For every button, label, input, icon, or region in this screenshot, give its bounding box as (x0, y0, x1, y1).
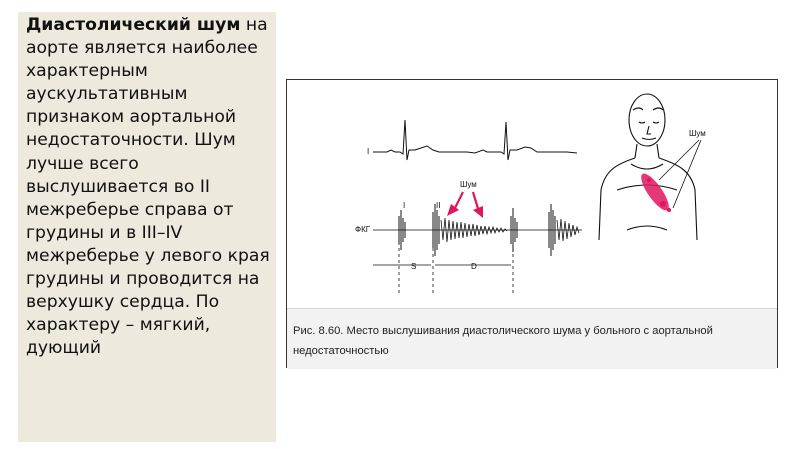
slide-body-text (26, 14, 276, 360)
diastole-label: D (471, 262, 477, 271)
patient-drawing (599, 94, 697, 240)
tone-1-label: I (403, 201, 406, 210)
figure-panel (286, 79, 778, 368)
bold-term: Диастолический шум (26, 15, 241, 35)
murmur-arrows (447, 192, 483, 218)
figure-caption: Рис. 8.60. Место выслушивания диастолического шума у больного с аортальной недостаточностью (293, 325, 713, 357)
body-murmur-label: Шум (689, 129, 706, 138)
figure-caption-box (287, 308, 777, 369)
murmur-label: Шум (460, 180, 477, 189)
body-text-rest: на аорте является наиболее характерным аускультативным признаком аортальной недостаточности. Шум лучше всего выслушивается во II межреберье справа от грудины и в III–IV межреберье у левого края грудины и проводится на верхушку сердца. По характеру – мягкий, дующий (26, 15, 270, 359)
ecg-trace (373, 120, 577, 160)
tone-2-label: II (436, 201, 441, 210)
figure-illustration (287, 80, 777, 308)
ecg-lead-label: I (367, 147, 370, 156)
systole-label: S (411, 262, 417, 271)
murmur-zone (637, 170, 674, 214)
fkg-label: ФКГ (355, 225, 371, 234)
